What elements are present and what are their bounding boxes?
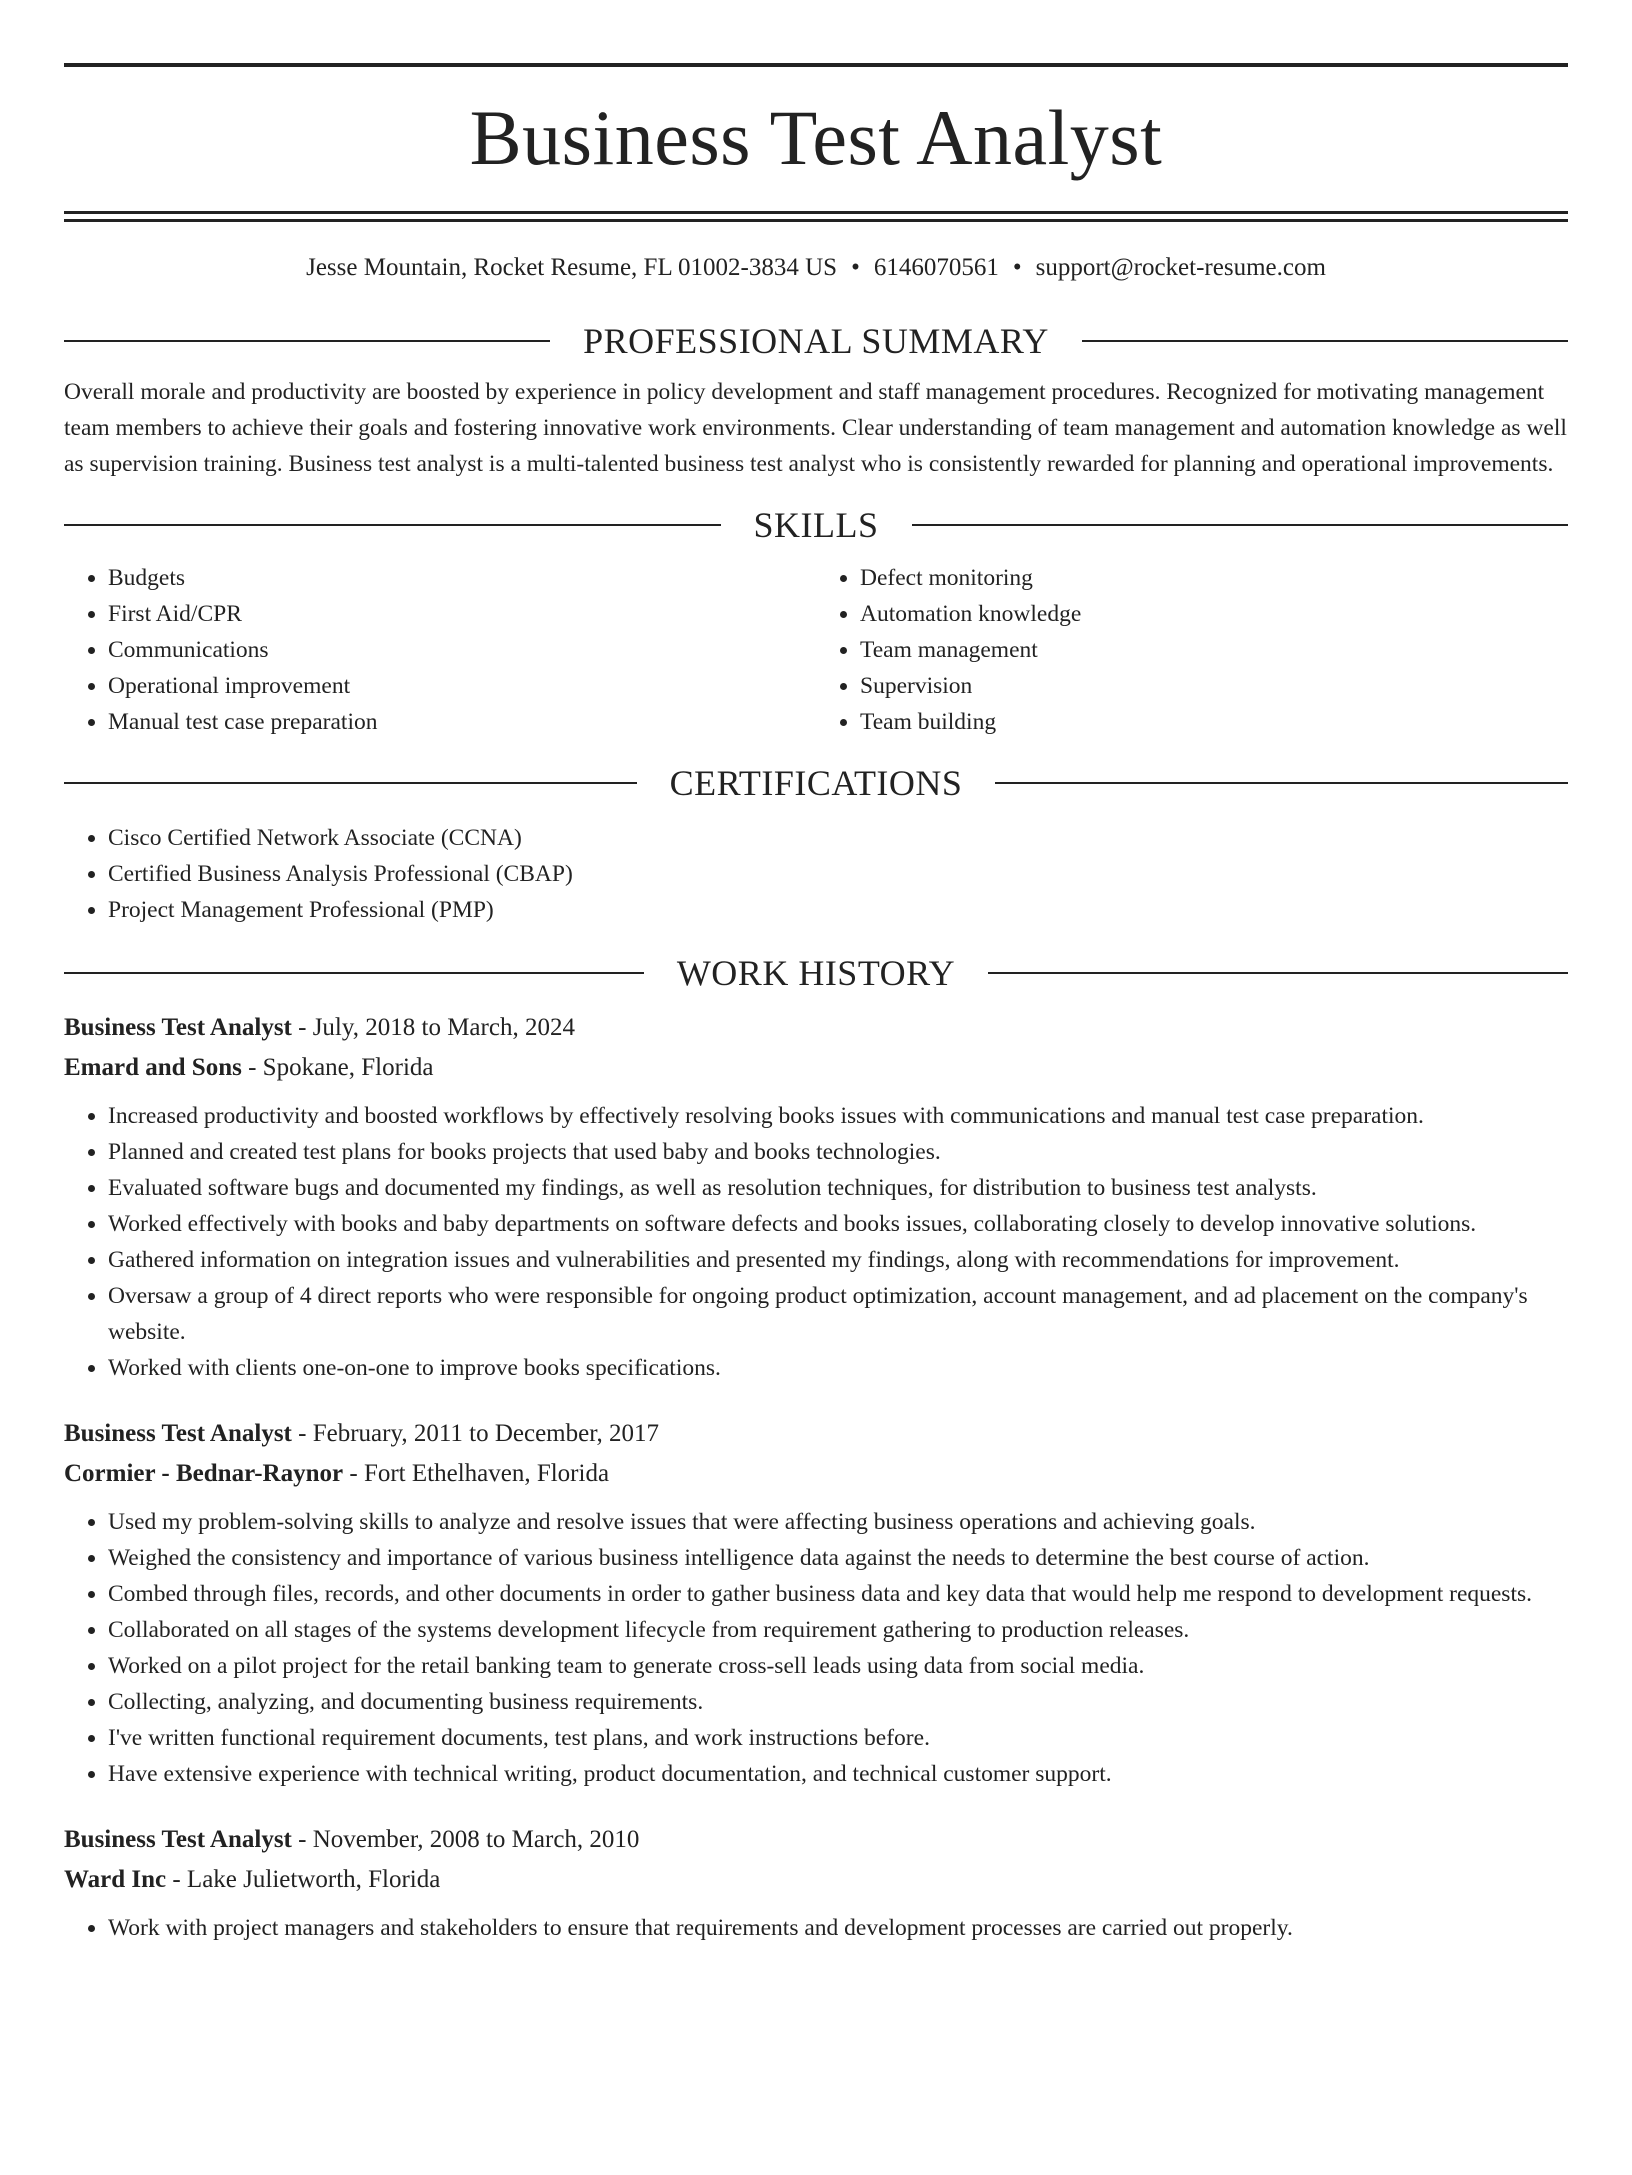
job-location: - Spokane, Florida — [241, 1054, 434, 1081]
job-title: Business Test Analyst — [64, 1014, 292, 1041]
job-company-line — [64, 1454, 1568, 1494]
section-title: CERTIFICATIONS — [669, 763, 963, 803]
list-item: • Collecting, analyzing, and documenting business requirements. — [108, 1684, 1568, 1720]
skills-right-column — [816, 560, 1568, 740]
heading-rule — [64, 782, 637, 784]
summary-heading — [64, 320, 1568, 362]
section-title: PROFESSIONAL SUMMARY — [583, 321, 1049, 361]
job-bullets — [64, 1098, 1568, 1386]
contact-address: Jesse Mountain, Rocket Resume, FL 01002-3834 US — [306, 254, 838, 281]
list-item: • Operational improvement — [108, 668, 816, 704]
job-company-line — [64, 1860, 1568, 1900]
double-rule — [64, 211, 1568, 222]
contact-separator: • — [1012, 254, 1022, 281]
list-item: • Planned and created test plans for books projects that used baby and books technologies. — [108, 1134, 1568, 1170]
certifications-list — [64, 820, 1568, 928]
job-location: - Lake Julietworth, Florida — [166, 1866, 441, 1893]
heading-rule — [64, 524, 721, 526]
job-bullets — [64, 1910, 1568, 1946]
job-dates: - July, 2018 to March, 2024 — [291, 1014, 575, 1041]
heading-rule — [64, 972, 644, 974]
summary-text: Overall morale and productivity are boosted by experience in policy development and staff management procedures. Recognized for motivating management team members to achieve their goals and fostering innovative work environments. Clear understanding of team management and automation knowledge as well as supervision training. Business test analyst is a multi-talented business test analyst who is consistently rewarded for planning and operational improvements. — [64, 379, 1567, 477]
job-dates: - February, 2011 to December, 2017 — [291, 1420, 660, 1447]
skills-left-column — [64, 560, 816, 740]
job-dates: - November, 2008 to March, 2010 — [291, 1826, 640, 1853]
job-title-line — [64, 1008, 1568, 1048]
heading-rule — [995, 782, 1568, 784]
list-item: • Team building — [860, 704, 1568, 740]
certifications-heading — [64, 762, 1568, 804]
list-item: • Weighed the consistency and importance of various business intelligence data against the needs to determine the best course of action. — [108, 1540, 1568, 1576]
skills-list — [64, 560, 1568, 740]
contact-separator: • — [851, 254, 860, 281]
work-history-list — [64, 1008, 1568, 1946]
list-item: • First Aid/CPR — [108, 596, 816, 632]
list-item: • Oversaw a group of 4 direct reports who were responsible for ongoing product optimization, account management, and ad placement on the company's website. — [108, 1278, 1568, 1350]
list-item: • I've written functional requirement documents, test plans, and work instructions before. — [108, 1720, 1568, 1756]
list-item: • Work with project managers and stakeholders to ensure that requirements and development processes are carried out properly. — [108, 1910, 1568, 1946]
job-title: Business Test Analyst — [64, 1826, 292, 1853]
skills-heading — [64, 504, 1568, 546]
list-item: • Worked effectively with books and baby departments on software defects and books issues, collaborating closely to develop innovative solutions. — [108, 1206, 1568, 1242]
list-item: • Certified Business Analysis Professional (CBAP) — [108, 856, 1568, 892]
list-item: • Worked on a pilot project for the retail banking team to generate cross-sell leads using data from social media. — [108, 1648, 1568, 1684]
heading-rule — [988, 972, 1568, 974]
heading-rule — [912, 524, 1569, 526]
list-item: • Supervision — [860, 668, 1568, 704]
list-item: • Budgets — [108, 560, 816, 596]
job-title: Business Test Analyst — [64, 1420, 292, 1447]
job-company-line — [64, 1048, 1568, 1088]
list-item: • Defect monitoring — [860, 560, 1568, 596]
job-entry — [64, 1008, 1568, 1386]
job-entry — [64, 1820, 1568, 1946]
section-title: SKILLS — [753, 505, 879, 545]
list-item: • Communications — [108, 632, 816, 668]
section-title: WORK HISTORY — [676, 953, 956, 993]
heading-rule — [1082, 340, 1568, 342]
list-item: • Combed through files, records, and other documents in order to gather business data and key data that would help me respond to development requests. — [108, 1576, 1568, 1612]
job-bullets — [64, 1504, 1568, 1792]
list-item: • Collaborated on all stages of the systems development lifecycle from requirement gathering to production releases. — [108, 1612, 1568, 1648]
list-item: • Project Management Professional (PMP) — [108, 892, 1568, 928]
job-title-line — [64, 1820, 1568, 1860]
top-rule — [64, 63, 1568, 67]
list-item: • Team management — [860, 632, 1568, 668]
job-title-line — [64, 1414, 1568, 1454]
job-company: Emard and Sons — [64, 1054, 242, 1081]
heading-rule — [64, 340, 550, 342]
contact-phone: 6146070561 — [873, 254, 999, 281]
list-item: • Have extensive experience with technical writing, product documentation, and technical customer support. — [108, 1756, 1568, 1792]
list-item: • Evaluated software bugs and documented my findings, as well as resolution techniques, for distribution to business test analysts. — [108, 1170, 1568, 1206]
list-item: • Gathered information on integration issues and vulnerabilities and presented my findings, along with recommendations for improvement. — [108, 1242, 1568, 1278]
list-item: • Worked with clients one-on-one to improve books specifications. — [108, 1350, 1568, 1386]
list-item: • Increased productivity and boosted workflows by effectively resolving books issues with communications and manual test case preparation. — [108, 1098, 1568, 1134]
list-item: • Manual test case preparation — [108, 704, 816, 740]
list-item: • Used my problem-solving skills to analyze and resolve issues that were affecting business operations and achieving goals. — [108, 1504, 1568, 1540]
resume-page — [0, 63, 1632, 2175]
contact-email: support@rocket-resume.com — [1035, 254, 1326, 281]
job-location: - Fort Ethelhaven, Florida — [343, 1460, 610, 1487]
job-entry — [64, 1414, 1568, 1792]
contact-line — [64, 252, 1568, 284]
work-history-heading — [64, 952, 1568, 994]
page-title: Business Test Analyst — [469, 94, 1163, 181]
job-company: Ward Inc — [64, 1866, 167, 1893]
list-item: • Cisco Certified Network Associate (CCNA) — [108, 820, 1568, 856]
list-item: • Automation knowledge — [860, 596, 1568, 632]
job-company: Cormier - Bednar-Raynor — [64, 1460, 344, 1487]
